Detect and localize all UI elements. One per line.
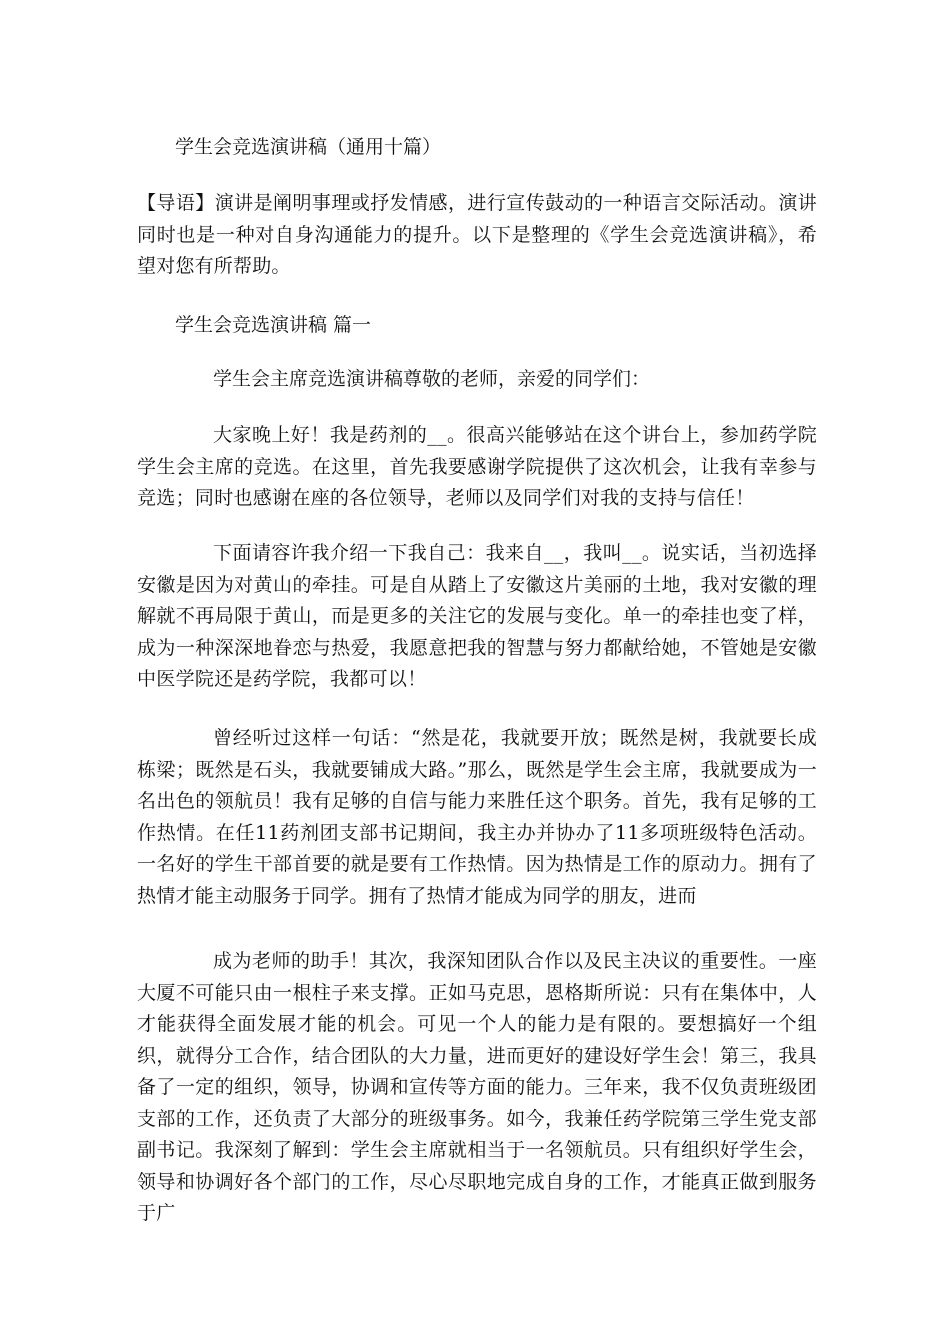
body-paragraph-2: 下面请容许我介绍一下我自己：我来自__，我叫__。说实话，当初选择安徽是因为对黄山的牵挂。可是自从踏上了安徽这片美丽的土地，我对安徽的理解就不再局限于黄山，而是更多的关注它的发展与变化。单一的牵挂也变了样，成为一种深深地眷恋与热爱，我愿意把我的智慧与努力都献给她，不管她是安徽中医学院还是药学院，我都可以！	[137, 542, 817, 690]
body-paragraph-3: 曾经听过这样一句话：“然是花，我就要开放；既然是树，我就要长成栋梁；既然是石头，我就要铺成大路。”那么，既然是学生会主席，我就要成为一名出色的领航员！我有足够的自信与能力来胜任这个职务。首先，我有足够的工作热情。在任11药剂团支部书记期间，我主办并协办了11多项班级特色活动。一名好的学生干部首要的就是要有工作热情。因为热情是工作的原动力。拥有了热情才能主动服务于同学。拥有了热情才能成为同学的朋友，进而	[137, 727, 817, 907]
body-paragraph-1: 大家晚上好！我是药剂的__。很高兴能够站在这个讲台上，参加药学院学生会主席的竞选。在这里，首先我要感谢学院提供了这次机会，让我有幸参与竞选；同时也感谢在座的各位领导，老师以及同学们对我的支持与信任！	[137, 424, 817, 509]
body-paragraph-4: 成为老师的助手！其次，我深知团队合作以及民主决议的重要性。一座大厦不可能只由一根柱子来支撑。正如马克思，恩格斯所说：只有在集体中，人才能获得全面发展才能的机会。可见一个人的能力是有限的。要想搞好一个组织，就得分工合作，结合团队的大力量，进而更好的建设好学生会！第三，我具备了一定的组织，领导，协调和宣传等方面的能力。三年来，我不仅负责班级团支部的工作，还负责了大部分的班级事务。如今，我兼任药学院第三学生党支部副书记。我深刻了解到：学生会主席就相当于一名领航员。只有组织好学生会，领导和协调好各个部门的工作，尽心尽职地完成自身的工作，才能真正做到服务于广	[137, 950, 817, 1224]
section-heading: 学生会竞选演讲稿 篇一	[175, 314, 372, 336]
document-title: 学生会竞选演讲稿（通用十篇）	[175, 136, 442, 158]
salutation: 学生会主席竞选演讲稿尊敬的老师，亲爱的同学们：	[213, 368, 651, 390]
intro-paragraph: 【导语】演讲是阐明事理或抒发情感，进行宣传鼓动的一种语言交际活动。演讲同时也是一种对自身沟通能力的提升。以下是整理的《学生会竞选演讲稿》，希望对您有所帮助。	[137, 192, 817, 277]
